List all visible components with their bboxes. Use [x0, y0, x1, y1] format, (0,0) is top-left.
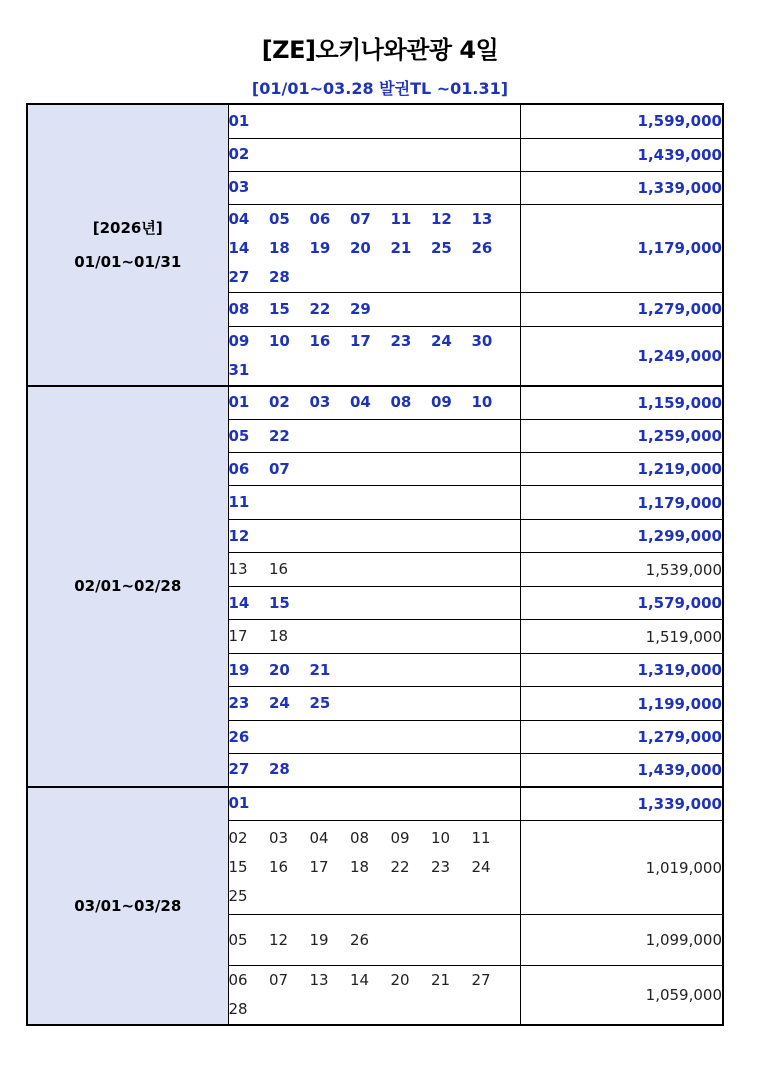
price-cell: 1,019,000 — [520, 821, 723, 915]
departure-date: 09 — [228, 331, 250, 350]
departure-date: 11 — [390, 209, 412, 228]
departure-date: 10 — [269, 331, 290, 350]
departure-date: 01 — [228, 393, 250, 412]
dates-cell — [228, 620, 520, 654]
departure-date: 17 — [309, 858, 329, 876]
dates-cell — [228, 486, 520, 520]
price-cell: 1,339,000 — [520, 787, 723, 821]
departure-date: 15 — [269, 299, 290, 318]
departure-date: 05 — [269, 209, 290, 228]
departure-date: 14 — [228, 238, 250, 257]
departure-date: 14 — [350, 971, 370, 989]
dates-cell — [228, 420, 520, 453]
departure-date: 08 — [350, 829, 370, 847]
dates-cell — [228, 821, 520, 915]
departure-date: 03 — [228, 178, 250, 196]
departure-date: 15 — [228, 858, 248, 876]
period-cell — [27, 104, 228, 386]
period-label: 01/01~01/31 — [74, 252, 182, 271]
price-cell: 1,439,000 — [520, 754, 723, 787]
departure-date: 24 — [431, 331, 452, 350]
table-row — [27, 386, 723, 420]
departure-date: 07 — [350, 209, 371, 228]
price-cell: 1,199,000 — [520, 687, 723, 721]
departure-date: 20 — [269, 660, 290, 679]
departure-date: 05 — [228, 930, 248, 949]
departure-date: 25 — [228, 887, 248, 905]
departure-date: 20 — [350, 238, 371, 257]
departure-date: 26 — [228, 727, 250, 746]
price-cell: 1,179,000 — [520, 486, 723, 520]
table-row — [27, 104, 723, 138]
dates-cell — [228, 104, 520, 138]
departure-date: 19 — [309, 930, 329, 949]
price-cell: 1,279,000 — [520, 292, 723, 326]
departure-date: 27 — [228, 760, 250, 779]
departure-date: 01 — [228, 794, 250, 813]
dates-cell — [228, 721, 520, 754]
dates-cell — [228, 520, 520, 553]
price-table — [26, 103, 724, 1026]
departure-date: 22 — [309, 299, 331, 318]
period-label: 03/01~03/28 — [74, 896, 182, 915]
price-cell: 1,059,000 — [520, 966, 723, 1026]
price-cell: 1,579,000 — [520, 587, 723, 620]
departure-date: 12 — [228, 526, 250, 545]
price-cell: 1,159,000 — [520, 386, 723, 420]
price-cell: 1,319,000 — [520, 654, 723, 687]
departure-date: 12 — [269, 930, 289, 949]
price-cell: 1,299,000 — [520, 520, 723, 553]
departure-date: 08 — [390, 393, 412, 412]
departure-date: 07 — [269, 971, 289, 989]
departure-date: 16 — [269, 858, 289, 876]
departure-date: 19 — [309, 238, 331, 257]
price-cell: 1,599,000 — [520, 104, 723, 138]
price-cell: 1,249,000 — [520, 326, 723, 386]
departure-date: 26 — [471, 238, 493, 257]
dates-cell — [228, 386, 520, 420]
price-cell: 1,519,000 — [520, 620, 723, 654]
departure-date: 03 — [309, 393, 331, 412]
departure-date: 16 — [269, 560, 289, 578]
page-title: [ZE]오키나와관광 4일 — [261, 36, 499, 64]
departure-date: 29 — [350, 299, 371, 318]
departure-date: 10 — [431, 829, 451, 847]
dates-cell — [228, 787, 520, 821]
departure-date: 06 — [228, 971, 248, 989]
period-label: [2026년] — [92, 218, 163, 237]
price-cell: 1,099,000 — [520, 915, 723, 966]
departure-date: 24 — [269, 694, 290, 712]
price-cell: 1,219,000 — [520, 453, 723, 486]
departure-date: 19 — [228, 660, 250, 679]
section-2 — [27, 386, 723, 787]
price-cell: 1,259,000 — [520, 420, 723, 453]
dates-cell — [228, 587, 520, 620]
departure-date: 31 — [228, 360, 250, 379]
departure-date: 22 — [390, 858, 410, 876]
departure-date: 22 — [269, 426, 290, 445]
departure-date: 02 — [228, 829, 248, 847]
period-cell — [27, 386, 228, 787]
departure-date: 25 — [431, 238, 452, 257]
departure-date: 25 — [309, 694, 331, 712]
dates-cell — [228, 966, 520, 1026]
departure-date: 28 — [269, 267, 290, 286]
departure-date: 07 — [269, 459, 290, 478]
dates-cell — [228, 326, 520, 386]
departure-date: 13 — [471, 209, 493, 228]
price-cell: 1,339,000 — [520, 171, 723, 204]
departure-date: 28 — [228, 1000, 248, 1018]
departure-date: 17 — [350, 331, 371, 350]
departure-date: 18 — [350, 858, 370, 876]
departure-date: 11 — [471, 829, 491, 847]
dates-cell — [228, 292, 520, 326]
departure-date: 24 — [471, 858, 491, 876]
departure-date: 14 — [228, 593, 250, 612]
price-cell: 1,439,000 — [520, 138, 723, 171]
price-cell: 1,539,000 — [520, 553, 723, 587]
departure-date: 20 — [390, 971, 410, 989]
departure-date: 21 — [390, 238, 412, 257]
departure-date: 04 — [309, 829, 329, 847]
departure-date: 13 — [228, 560, 248, 578]
departure-date: 30 — [471, 331, 493, 350]
dates-cell — [228, 754, 520, 787]
departure-date: 21 — [431, 971, 451, 989]
departure-date: 04 — [228, 209, 250, 228]
departure-date: 02 — [228, 145, 250, 163]
table-row — [27, 787, 723, 821]
section-1 — [27, 104, 723, 386]
departure-date: 09 — [431, 393, 452, 412]
dates-cell — [228, 171, 520, 204]
departure-date: 18 — [269, 627, 289, 645]
departure-date: 15 — [269, 593, 290, 612]
departure-date: 23 — [228, 694, 250, 712]
departure-date: 08 — [228, 299, 250, 318]
departure-date: 13 — [309, 971, 329, 989]
departure-date: 06 — [228, 459, 250, 478]
departure-date: 21 — [309, 660, 331, 679]
departure-date: 11 — [228, 493, 250, 511]
departure-date: 02 — [269, 393, 290, 412]
departure-date: 28 — [269, 760, 290, 779]
departure-date: 03 — [269, 829, 289, 847]
page-subtitle: [01/01~03.28 발권TL ~01.31] — [251, 79, 509, 98]
departure-date: 04 — [350, 393, 371, 412]
departure-date: 12 — [431, 209, 452, 228]
departure-date: 01 — [228, 111, 250, 130]
departure-date: 17 — [228, 627, 248, 645]
period-cell — [27, 787, 228, 1026]
dates-cell — [228, 687, 520, 721]
departure-date: 23 — [390, 331, 412, 350]
price-cell: 1,279,000 — [520, 721, 723, 754]
dates-cell — [228, 553, 520, 587]
dates-cell — [228, 453, 520, 486]
dates-cell — [228, 915, 520, 966]
departure-date: 26 — [350, 930, 370, 949]
departure-date: 16 — [309, 331, 331, 350]
dates-cell — [228, 204, 520, 292]
departure-date: 27 — [471, 971, 491, 989]
section-3 — [27, 787, 723, 1026]
price-cell: 1,179,000 — [520, 204, 723, 292]
departure-date: 06 — [309, 209, 331, 228]
dates-cell — [228, 654, 520, 687]
departure-date: 18 — [269, 238, 290, 257]
period-label: 02/01~02/28 — [74, 577, 182, 595]
departure-date: 27 — [228, 267, 250, 286]
departure-date: 23 — [431, 858, 451, 876]
departure-date: 05 — [228, 426, 250, 445]
departure-date: 09 — [390, 829, 410, 847]
departure-date: 10 — [471, 393, 493, 412]
dates-cell — [228, 138, 520, 171]
